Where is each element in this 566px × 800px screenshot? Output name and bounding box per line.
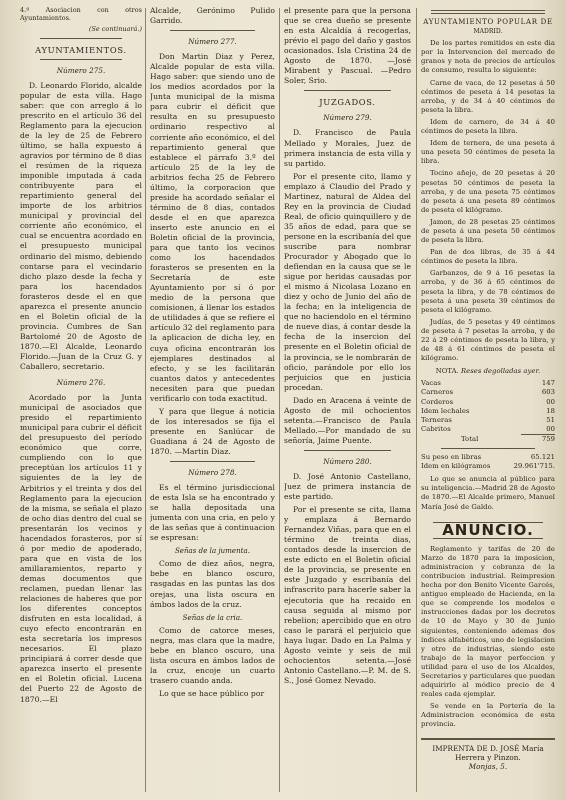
divider [170,30,255,31]
anuncio-body: Se vende en la Portería de la Administracion económica de esta provincia. [421,702,555,729]
price-entry: Garbanzos, de 9 á 16 pesetas la arroba, y de 36 á 65 céntimos de peseta la libra, y de 78 céntimos de peseta á una peseta 39 céntimos de peseta el kilógramo. [421,269,555,314]
table-row [421,453,555,462]
anuncio-title: ANUNCIO. [433,522,543,539]
row-label: Su peso en libras [421,453,482,462]
divider [40,59,122,60]
top-note-continuation: (Se continuará.) [88,25,142,34]
notice-number: Número 276. [56,378,106,388]
row-value: 00 [521,425,555,435]
notice-body: Acordado por la Junta municipal de asociados que presido el repartimiento municipal para cubrir el déficit del presupuesto del período económico que corre, cumpliendo con lo que preceptúan los artículos 11 y siguientes de la ley de Arbitrios y el treinta y dos del Reglamento para la ejecucion de la misma, se señala el plazo de ocho dias dentro del cual se presentarán los vecinos y hacendados forasteros, por sí ó por medio de apoderado, para que en vista de los amillaramientos, reparto y demas documentos que reclamen, puedan llenar las relaciones de haberes que por los diferentes conceptos disfruten en esta localidad, á cuyo efecto encontrarán en esta secretaría los impresos necesarios. El plazo principiará á correr desde que aparezca inserto el presente en el Boletin oficial. Lucena del Puerto 22 de Agosto de 1870.—El [20,393,142,704]
reses-table [421,379,555,444]
price-entry: Judías, de 5 pesetas y 49 céntimos de peseta á 7 pesetas la arroba, y de 22 á 29 céntimos de peseta la libra, y de 48 á 61 céntimos de peseta el kilógramo. [421,317,555,363]
column-1 [20,6,142,794]
notice-body: Dado en Aracena á veinte de Agosto de mil ochocientos setenta.—Francisco de Paula Mellado.—Por mandado de su señoría, Jaime Puente. [284,395,411,445]
divider [40,38,122,39]
notice-body: Como de catorce meses, negra, mas clara que la madre, bebe en blanco oscuro, una lista oscura en ámbos lados de la cruz, encoje un cuarto trasero cuando anda. [150,625,275,685]
notice-number: Número 278. [188,468,237,478]
row-value: 18 [546,406,555,415]
notice-continuation: Alcalde, Gerónimo Pulido Garrido. [150,6,275,26]
row-label: Idem lechales [421,406,470,415]
row-label: Cabritos [421,425,451,434]
notice-number: Número 275. [56,65,106,75]
column-4 [421,6,555,794]
table-row-total [421,434,555,444]
row-value: 00 [546,397,555,406]
row-label: Idem en kilógramos [421,462,491,471]
table-row [421,407,555,416]
price-entry: Idem de ternera, de una peseta á una peseta 50 céntimos de peseta la libra. [421,139,555,166]
weights-table [421,453,555,471]
column-divider [416,8,417,792]
row-value: 29.961'715. [513,462,555,471]
divider [441,448,535,449]
notice-body: Es el término jurisdiccional de esta Isla se ha encontrado y se halla depositada una jumenta con una cria, en pelo y de las señas que á continuacion se espresan: [150,483,275,543]
printer-name: IMPRENTA DE D. JOSÉ María Herrera y Pinzon. [432,743,544,762]
top-note: 4.º Asociacion con otros Ayuntamientos. [20,6,142,23]
notice-body: D. Francisco de Paula Mellado y Morales, Juez de primera instancia de esta villa y su partido. [284,128,411,168]
notice-number: Número 280. [323,456,372,466]
total-label: Total [461,434,479,443]
printer-imprint [421,738,555,772]
table-row [421,416,555,425]
column-divider [279,8,280,792]
table-row [421,379,555,388]
price-entry: Pan de dos libras, de 35 á 44 céntimos de peseta la libra. [421,248,555,266]
column-3 [284,6,411,794]
subheading: Señas de la cria. [182,613,243,622]
notice-number: Número 279. [323,113,372,123]
table-row [421,462,555,471]
notice-body: D. José Antonio Castellano, Juez de primera instancia de este partido. [284,471,411,502]
table-row [421,388,555,397]
notice-body: Por el presente cito, llamo y emplazo á Claudio del Prado y Martinez, natural de Aldea del Rey en la provincia de Ciudad Real, de oficio quinquillero y de 35 años de edad, para que se persone en la escribanía del que suscribe para nombrar Procurador y Abogado que lo defiendan en la causa que se le sigue por heridas causadas por el mismo á Nicolasa Lozano en diez y ocho de Junio del año de la fecha; en la inteligencia de que no haciendolo en el término de nueve dias, á contar desde la fecha de la insercion del presente en el Boletin oficial de la provincia, se le nombrarán de oficio, parándole por ello los perjuicios que en justicia procedan. [284,171,411,392]
row-label: Carneros [421,388,454,397]
row-label: Vacas [421,379,441,388]
notice-body: Y para que llegue á noticia de los interesados se fija el presente en Sanlúcar de Guadiana á 24 de Agosto de 1870. —Martin Diaz. [150,406,275,456]
total-value: 759 [541,434,555,443]
row-label: Terneras [421,415,452,424]
column-2 [150,6,275,794]
closing-text: Lo que se anuncia al público para su inteligencia.—Madrid 28 de Agosto de 1870.—El Alcalde primero, Manuel María José de Galdo. [421,475,555,511]
row-value: 603 [541,388,555,397]
price-entry: Jamon, de 28 pesetas 25 céntimos de peseta á una peseta 50 céntimos de peseta la libra. [421,217,555,245]
row-value: 65.121 [530,453,555,462]
section-title-ayuntamientos: AYUNTAMIENTOS. [35,44,127,55]
section-title-ayuntamiento-madrid: AYUNTAMIENTO POPULAR DE [423,18,553,26]
nota-label: NOTA. [435,367,459,376]
notice-body: Lo que se hace público por [159,688,265,698]
row-value: 51 [546,415,555,424]
table-row [421,425,555,435]
nota-title: Reses degolladas ayer. [460,367,541,376]
divider [304,90,391,91]
row-label: Corderos [421,397,454,406]
notice-number: Número 277. [188,37,237,47]
printer-address: Monjas, 5. [468,762,508,772]
section-title-juzgados: JUZGADOS. [319,97,376,108]
intro-text: De los partes remitidos en este dia por la Intervencion del mercado de granos y nota de precios de artículos de consumo, resulta lo siguiente: [421,39,555,75]
column-divider [145,8,146,792]
table-row [421,398,555,407]
notice-continuation: el presente para que la persona que se crea dueño se presente en esta Alcaldía á recogerlas, prévio el pago del daño y gastos ocasionados. Isla Cristina 24 de Agosto de 1870. —José Mirabent y Pascual. —Pedro Soler, Srio. [284,6,411,86]
city-name: MADRID. [473,28,503,36]
price-entry: Idem de carnero, de 34 á 40 céntimos de peseta la libra. [421,117,555,136]
price-entry: Carne de vaca, de 12 pesetas á 50 céntimos de peseta á 14 pesetas la arroba, y de 34 á 40 céntimos de peseta la libra. [421,78,555,114]
divider [170,461,255,462]
notice-body: Don Martin Diaz y Perez, Alcalde popular de esta villa. Hago saber: que siendo uno de los medios acordados por la Junta municipal de la misma para cubrir el déficit que resulta en su presupuesto ordinario respectivo al corriente año económico, el del repartimiento general que establece el párrafo 3.º del artículo 25 de la ley de arbitrios fecha 25 de Febrero último, la corporacion que preside ha acordado señalar el término de 8 dias, contados desde el en que aparezca inserto este anuncio en el Boletin oficial de la provincia, para que tanto los vecinos como los hacendados forasteros se presenten en la Secretaría de este Ayuntamiento por sí ó por medio de la persona que comisionen, á llenar los estados de utilidades á que se refiere el artículo 32 del reglamento para la aplicacion de dicha ley, en cuya oficina encontrarán los ejemplares destinados al efecto, y se les facilitarán cuantos datos y antecedentes necesiten para que puedan verificarlo con toda exactitud. [150,52,275,403]
notice-body: Por el presente se cita, llama y emplaza á Bernardo Fernandez Viñas, para que en el término de treinta dias, contados desde la insercion de este edicto en el Boletin oficial de la provincia, se presente en este Juzgado y escribanía del infrascrito para hacerle saber la ejecutoria que ha recaido en causa seguida al mismo por rebelion; apercibido que en otro caso le parará el perjuicio que haya lugar. Dado en La Palma y Agosto veinte y seis de mil ochocientos setenta.—José Antonio Castellano.—P. M. de S. S., José Gomez Nevado. [284,505,411,685]
divider [431,10,545,14]
notice-body: Como de diez años, negra, bebe en blanco oscuro, rasgadas en las puntas las dos orejas, una lista oscura en ámbos lados de la cruz. [150,559,275,609]
row-value: 147 [541,379,555,388]
subheading: Señas de la jumenta. [174,547,251,556]
divider [304,450,391,451]
price-entry: Tocino añejo, de 20 pesetas á 20 pesetas 50 céntimos de peseta la arroba, y de una peseta 75 céntimos de peseta á una peseta 89 céntimos de peseta el kilógramo. [421,169,555,214]
notice-body: D. Leonardo Florido, alcalde popular de esta villa. Hago saber: que con arreglo á lo prescrito en el artículo 36 del Reglamento para la ejecucion de la ley de 25 de Febrero último, se halla expuesto á agravios por término de 8 dias el resúmen de la riqueza imponible imputada á cada contribuyente para el repartimiento general del importe de los arbitrios municipal y provincial del corriente año económico, el cual se encuentra acordado en el presupuesto municipal ordinario del mismo, debiendo contarse para el vecindario dicho plazo desde la fecha y para los hacendados forasteros desde el en que aparezca el presente anuncio en el Boletin oficial de la provincia. Cumbres de San Bartolomé 20 de Agosto de 1870.—El Alcalde, Leonardo Florido.—Juan de la Cruz G. y Caballero, secretario. [20,80,142,372]
anuncio-body: Reglamento y tarifas de 20 de Marzo de 1870 para la imposicion, administracion y cobranza de la contribucion industrial. Reimpresion hecha por don Benito Vicente Garcés, antiguo empleado de Hacienda, en la que se comprende los modelos e instrucciones dadas por los decretos de 10 de Mayo y 30 de Junio siguientes, conteniendo ademas dos índices alfabéticos, uno de legislacion y otro de industrias, siendo este trabajo de la mayor perfeccion y utilidad para el uso de los Alcaldes, Secretarios y particulares que puedan adquirirlo al módico precio de 4 reales cada ejemplar. [421,544,555,699]
nota-heading [421,367,555,376]
